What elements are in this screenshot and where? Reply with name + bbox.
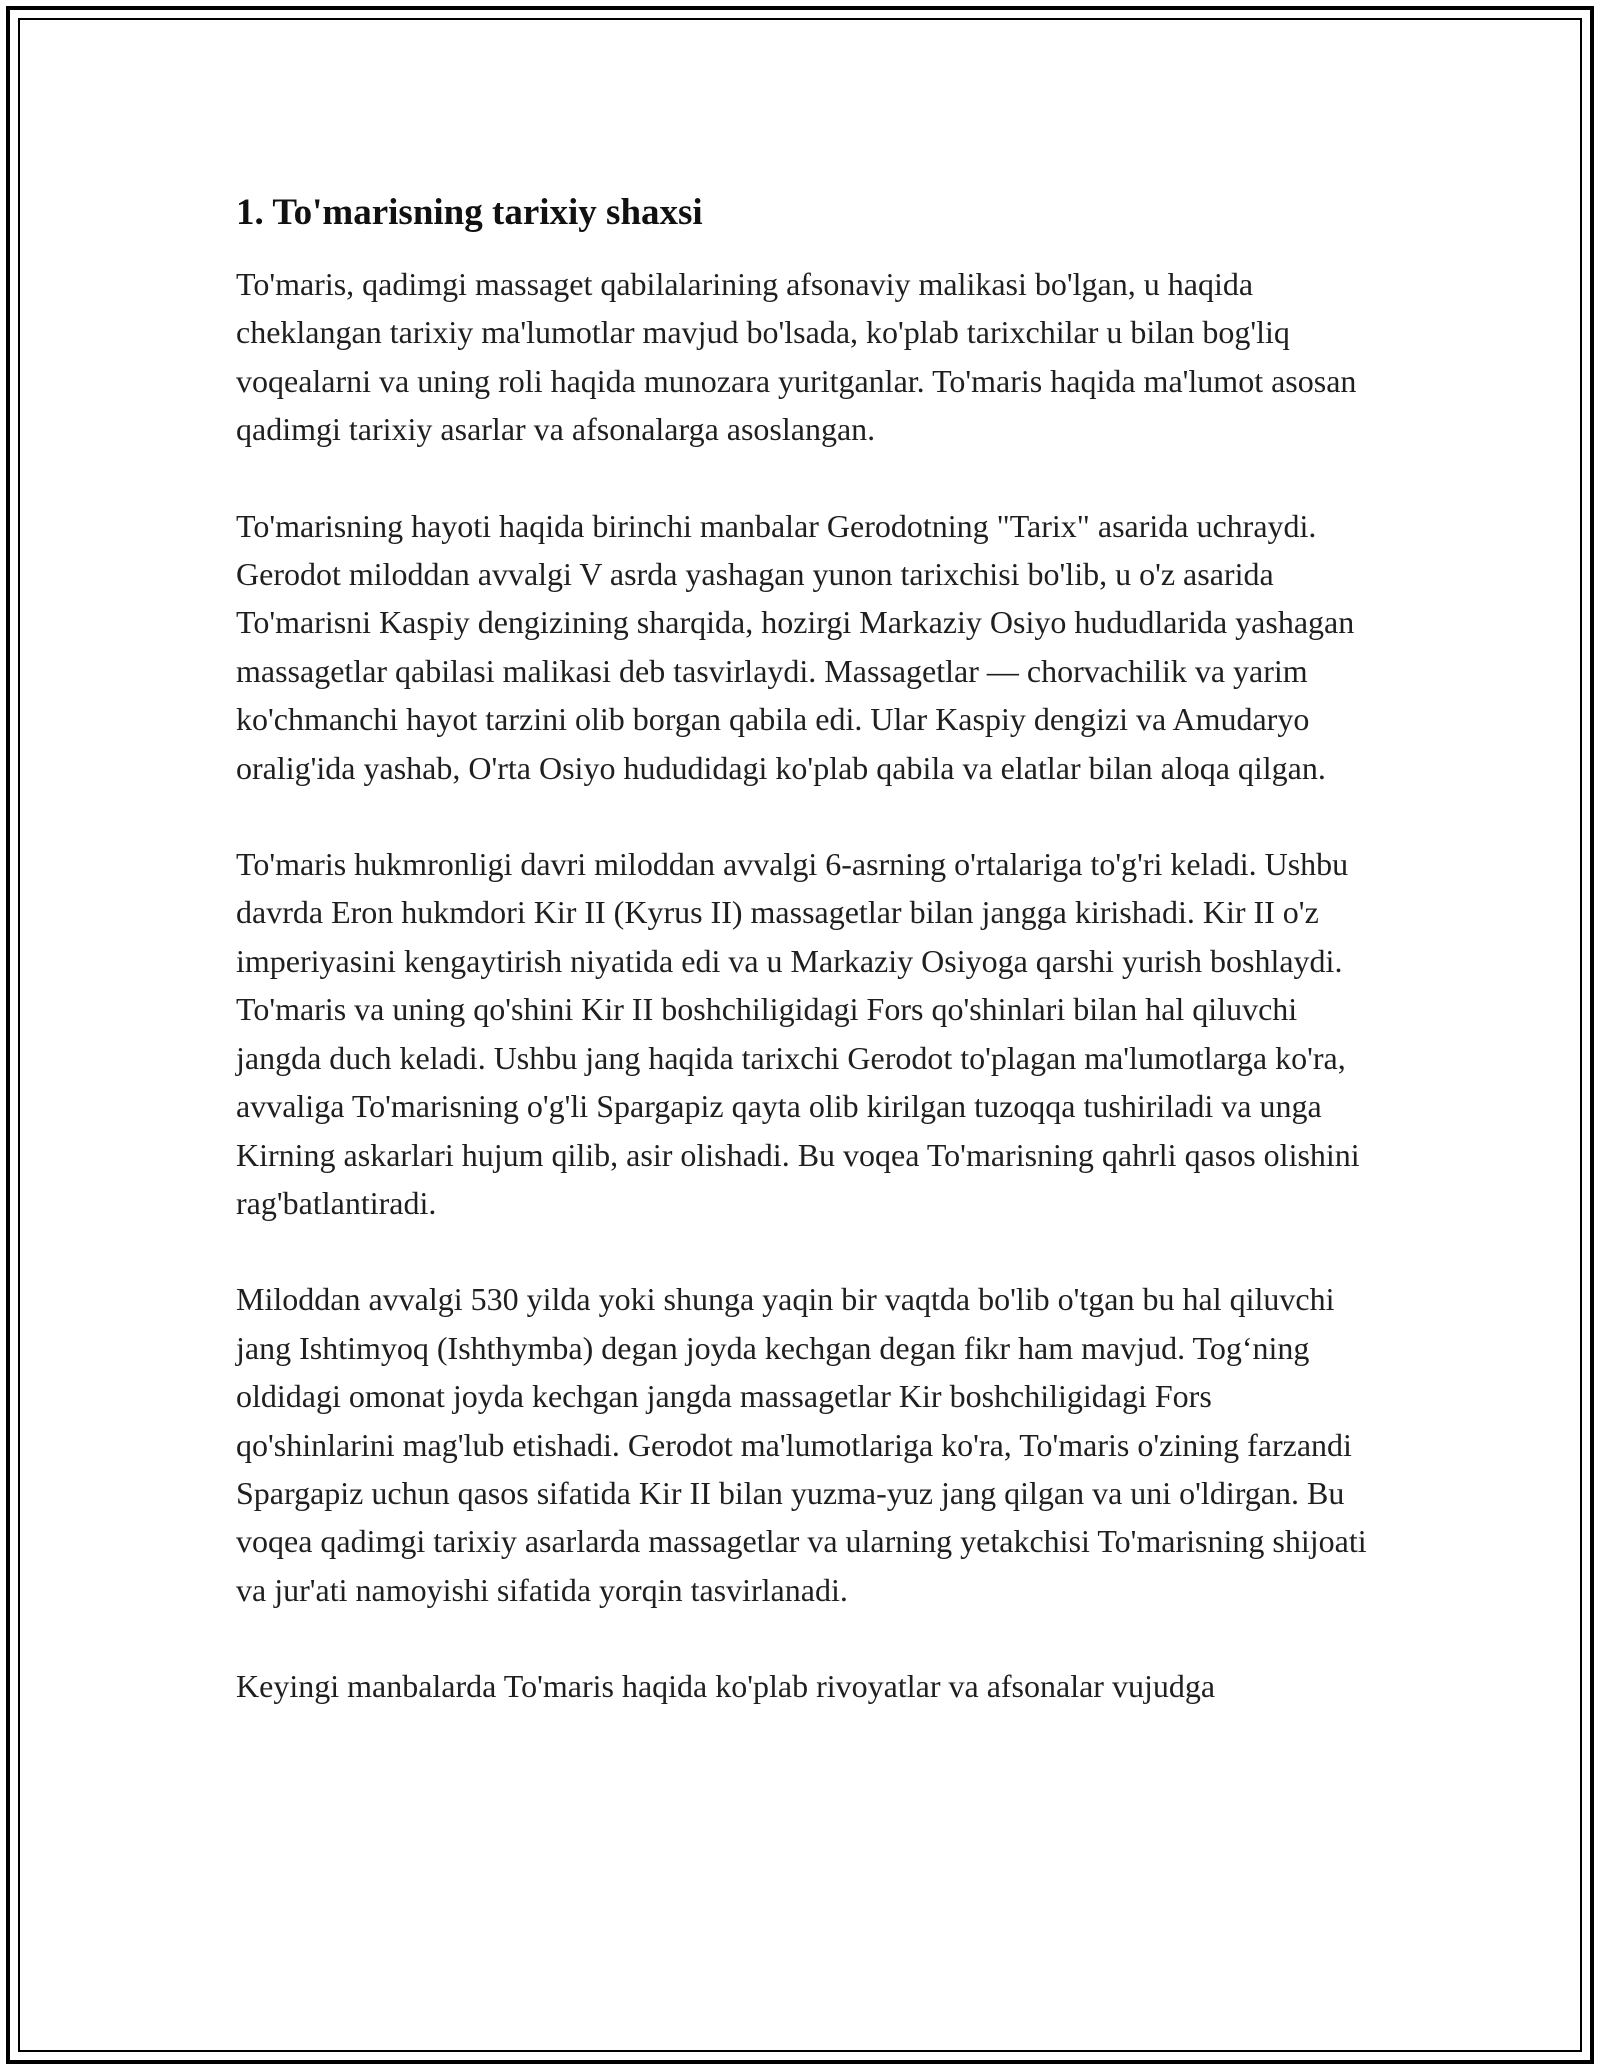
paragraph-3: To'maris hukmronligi davri miloddan avvalgi 6-asrning o'rtalariga to'g'ri keladi. Ushbu davrda Eron hukmdori Kir II (Kyrus II) massagetlar bilan jangga kirishadi. Kir II o'z imperiyasini kengaytirish niyatida edi va u Markaziy Osiyoga qarshi yurish boshlaydi. To'maris va uning qo'shini Kir II boshchiligidagi Fors qo'shinlari bilan hal qiluvchi jangda duch keladi. Ushbu jang haqida tarixchi Gerodot to'plagan ma'lumotlarga ko'ra, avvaliga To'marisning o'g'li Spargapiz qayta olib kirilgan tuzoqqa tushiriladi va unga Kirning askarlari hujum qilib, asir olishadi. Bu voqea To'marisning qahrli qasos olishini rag'batlantiradi. <box>236 846 1360 1221</box>
paragraph-1: To'maris, qadimgi massaget qabilalarining afsonaviy malikasi bo'lgan, u haqida cheklangan tarixiy ma'lumotlar mavjud bo'lsada, ko'plab tarixchilar u bilan bog'liq voqealarni va uning roli haqida munozara yuritganlar. To'maris haqida ma'lumot asosan qadimgi tarixiy asarlar va afsonalarga asoslangan. <box>236 266 1357 448</box>
document-body <box>236 184 1376 1711</box>
section-heading: 1. To'marisning tarixiy shaxsi <box>236 192 703 233</box>
paragraph-2: To'marisning hayoti haqida birinchi manbalar Gerodotning "Tarix" asarida uchraydi. Gerodot miloddan avvalgi V asrda yashagan yunon tarixchisi bo'lib, u o'z asarida To'marisni Kaspiy dengizining sharqida, hozirgi Markaziy Osiyo hududlarida yashagan massagetlar qabilasi malikasi deb tasvirlaydi. Massagetlar — chorvachilik va yarim ko'chmanchi hayot tarzini olib borgan qabila edi. Ular Kaspiy dengizi va Amudaryo oralig'ida yashab, O'rta Osiyo hududidagi ko'plab qabila va elatlar bilan aloqa qilgan. <box>236 507 1355 786</box>
paragraph-4: Miloddan avvalgi 530 yilda yoki shunga yaqin bir vaqtda bo'lib o'tgan bu hal qiluvchi jang Ishtimyoq (Ishthymba) degan joyda kechgan degan fikr ham mavjud. Tog‘ning oldidagi omonat joyda kechgan jangda massagetlar Kir boshchiligidagi Fors qo'shinlarini mag'lub etishadi. Gerodot ma'lumotlariga ko'ra, To'maris o'zining farzandi Spargapiz uchun qasos sifatida Kir II bilan yuzma-yuz jang qilgan va uni o'ldirgan. Bu voqea qadimgi tarixiy asarlarda massagetlar va ularning yetakchisi To'marisning shijoati va jur'ati namoyishi sifatida yorqin tasvirlanadi. <box>236 1281 1367 1608</box>
paragraph-5: Keyingi manbalarda To'maris haqida ko'plab rivoyatlar va afsonalar vujudga <box>236 1668 1216 1705</box>
